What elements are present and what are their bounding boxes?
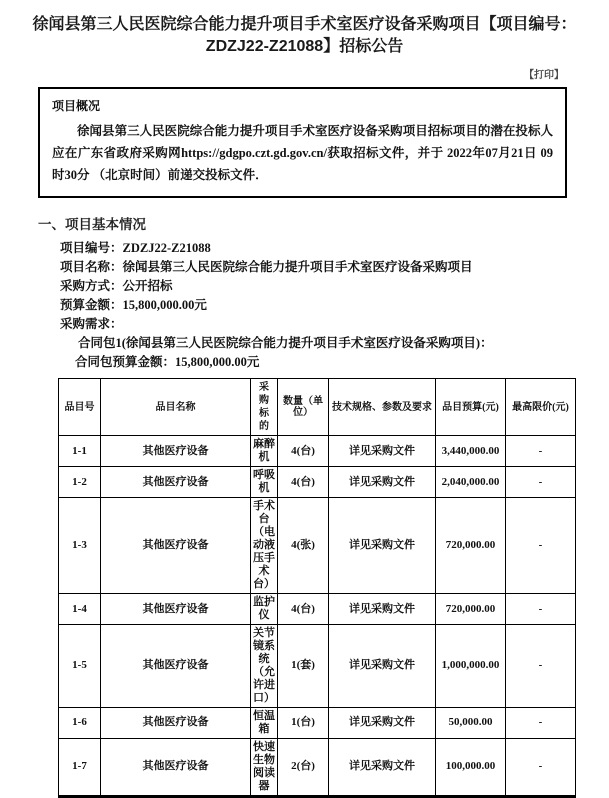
cell-spec: 详见采购文件: [329, 707, 436, 738]
col-header-spec: 技术规格、参数及要求: [329, 379, 436, 436]
cell-item-name: 其他医疗设备: [101, 594, 251, 625]
cell-target: 手术台（电动液压手术台）: [251, 498, 278, 594]
cell-item-name: 其他医疗设备: [101, 436, 251, 467]
col-header-item-no: 品目号: [59, 379, 101, 436]
cell-spec: 详见采购文件: [329, 738, 436, 796]
cell-target: 麻醉机: [251, 436, 278, 467]
cell-max-price: -: [506, 707, 576, 738]
contract-package-line: 合同包1(徐闻县第三人民医院综合能力提升项目手术室医疗设备采购项目)：: [78, 336, 493, 351]
col-header-quantity: 数量（单位）: [278, 379, 329, 436]
overview-heading: 项目概况: [52, 98, 101, 113]
cell-quantity: 4(台): [278, 436, 329, 467]
cell-target: 监护仪: [251, 594, 278, 625]
cell-item-no: 1-5: [59, 625, 101, 708]
col-header-target: [251, 379, 278, 436]
cell-item-no: 1-7: [59, 738, 101, 796]
info-field-label: 项目编号：: [60, 241, 123, 256]
cell-quantity: 4(张): [278, 498, 329, 594]
cell-max-price: -: [506, 436, 576, 467]
cell-target: 恒温箱: [251, 707, 278, 738]
cell-max-price: -: [506, 498, 576, 594]
cell-target: 关节镜系统（允许进口）: [251, 625, 278, 708]
section-title-basic-info: 一、项目基本情况: [38, 217, 146, 233]
cell-spec: 详见采购文件: [329, 467, 436, 498]
cell-budget: 100,000.00: [436, 738, 506, 796]
col-header-target-label: 采购标的: [259, 382, 269, 433]
table-row: [59, 498, 576, 594]
info-field-value: ZDZJ22-Z21088: [122, 241, 211, 256]
cell-item-no: 1-4: [59, 594, 101, 625]
cell-budget: 2,040,000.00: [436, 467, 506, 498]
print-row: [0, 68, 564, 82]
cell-item-no: 1-1: [59, 436, 101, 467]
cell-quantity: 4(台): [278, 594, 329, 625]
cell-target: 呼吸机: [251, 467, 278, 498]
overview-text: 徐闻县第三人民医院综合能力提升项目手术室医疗设备采购项目招标项目的潜在投标人应在广东省政府采购网https://gdgpo.czt.gd.gov.cn/获取招标文件，并于 2022年07月21日 09时30分 （北京时间）前递交投标文件．: [52, 123, 553, 182]
table-row: [59, 625, 576, 708]
col-header-budget: 品目预算(元): [436, 379, 506, 436]
col-header-item-name: 品目名称: [101, 379, 251, 436]
page-title: 徐闻县第三人民医院综合能力提升项目手术室医疗设备采购项目【项目编号：ZDZJ22-Z21088】招标公告: [32, 16, 577, 56]
cell-item-name: 其他医疗设备: [101, 707, 251, 738]
table-row: [59, 436, 576, 467]
info-field-value: 徐闻县第三人民医院综合能力提升项目手术室医疗设备采购项目: [122, 260, 473, 275]
info-field-label: 采购方式：: [60, 279, 123, 294]
col-header-max-price: 最高限价(元): [506, 379, 576, 436]
cell-budget: 720,000.00: [436, 594, 506, 625]
cell-spec: 详见采购文件: [329, 436, 436, 467]
table-row: [59, 707, 576, 738]
cell-quantity: 2(台): [278, 738, 329, 796]
announcement-document: [0, 14, 609, 792]
cell-item-name: 其他医疗设备: [101, 738, 251, 796]
cell-quantity: 1(套): [278, 625, 329, 708]
table-header-row: [59, 379, 576, 436]
cell-max-price: -: [506, 738, 576, 796]
cell-spec: 详见采购文件: [329, 625, 436, 708]
cell-max-price: -: [506, 594, 576, 625]
cell-item-no: 1-3: [59, 498, 101, 594]
table-row: [59, 467, 576, 498]
info-field-label: 预算金额：: [60, 298, 123, 313]
table-row: [59, 738, 576, 796]
cell-quantity: 1(台): [278, 707, 329, 738]
table-row: [59, 594, 576, 625]
print-button[interactable]: 【打印】: [524, 69, 564, 81]
cell-item-name: 其他医疗设备: [101, 467, 251, 498]
info-field-method: [60, 279, 609, 293]
cell-item-no: 1-6: [59, 707, 101, 738]
info-field-budget: [60, 298, 609, 312]
cell-quantity: 4(台): [278, 467, 329, 498]
info-field-demand: [60, 317, 609, 331]
cell-spec: 详见采购文件: [329, 594, 436, 625]
info-field-label: 项目名称：: [60, 260, 123, 275]
cell-item-name: 其他医疗设备: [101, 625, 251, 708]
items-table: [58, 378, 576, 797]
cell-target: 快速生物阅读器: [251, 738, 278, 796]
cell-budget: 3,440,000.00: [436, 436, 506, 467]
cell-item-name: 其他医疗设备: [101, 498, 251, 594]
info-field-project-no: [60, 241, 609, 255]
basic-info-list: [60, 241, 609, 369]
info-field-value: 15,800,000.00元: [122, 298, 207, 313]
cell-budget: 720,000.00: [436, 498, 506, 594]
package-budget-line: 合同包预算金额：15,800,000.00元: [75, 355, 260, 370]
project-overview-box: [38, 87, 567, 199]
cell-item-no: 1-2: [59, 467, 101, 498]
cell-max-price: -: [506, 467, 576, 498]
cell-spec: 详见采购文件: [329, 498, 436, 594]
cell-budget: 1,000,000.00: [436, 625, 506, 708]
cell-max-price: -: [506, 625, 576, 708]
info-field-value: 公开招标: [122, 279, 173, 294]
cell-budget: 50,000.00: [436, 707, 506, 738]
info-field-label: 采购需求：: [60, 317, 123, 332]
info-field-project-name: [60, 260, 609, 274]
